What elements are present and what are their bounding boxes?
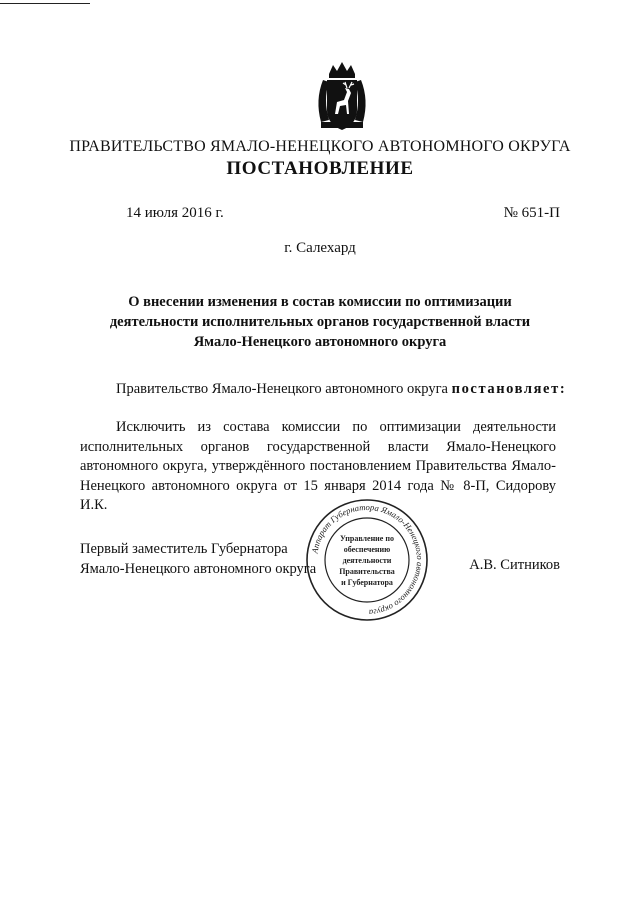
document-subject — [100, 292, 540, 352]
organization-title: ПРАВИТЕЛЬСТВО ЯМАЛО-НЕНЕЦКОГО АВТОНОМНОГО ОКРУГА — [69, 138, 571, 155]
coat-of-arms-emblem — [311, 60, 373, 134]
document-type: ПОСТАНОВЛЕНИЕ — [226, 158, 414, 179]
stamp-center-line: деятельности — [342, 556, 392, 565]
signer-title-line: Первый заместитель Губернатора — [80, 541, 288, 557]
preamble-text: Правительство Ямало-Ненецкого автономного округа — [116, 381, 448, 397]
stamp-center-line: обеспечению — [343, 545, 391, 554]
stamp-center-line: Правительства — [339, 567, 395, 576]
subject-line: деятельности исполнительных органов государственной власти — [109, 314, 531, 330]
subject-line: Ямало-Ненецкого автономного округа — [193, 334, 447, 350]
top-rule — [0, 3, 90, 4]
resolution-body: Исключить из состава комиссии по оптимизации деятельности исполнительных органов государственной власти Ямало-Ненецкого автономного округа, утверждённого постановлением Правительства Ямало-Ненецкого автономного округа от 15 января 2014 года № 8-П, Сидорову И.К. — [80, 419, 556, 513]
stamp-center-line: Управление по — [340, 534, 394, 543]
document-number: № 651-П — [503, 205, 560, 221]
document-date: 14 июля 2016 г. — [126, 205, 224, 221]
subject-line: О внесении изменения в состав комиссии по оптимизации — [128, 294, 512, 310]
official-stamp — [305, 498, 429, 622]
signer-name: А.В. Ситников — [469, 557, 560, 573]
document-city: г. Салехард — [284, 240, 356, 256]
stamp-center-line: и Губернатора — [341, 578, 393, 587]
signer-title-line: Ямало-Ненецкого автономного округа — [80, 561, 317, 577]
resolve-word: постановляет: — [451, 381, 567, 397]
preamble — [116, 381, 566, 398]
signer-title — [80, 539, 316, 579]
stamp-ring-text: Аппарат Губернатора Ямало-Ненецкого автономного округа — [309, 501, 426, 618]
